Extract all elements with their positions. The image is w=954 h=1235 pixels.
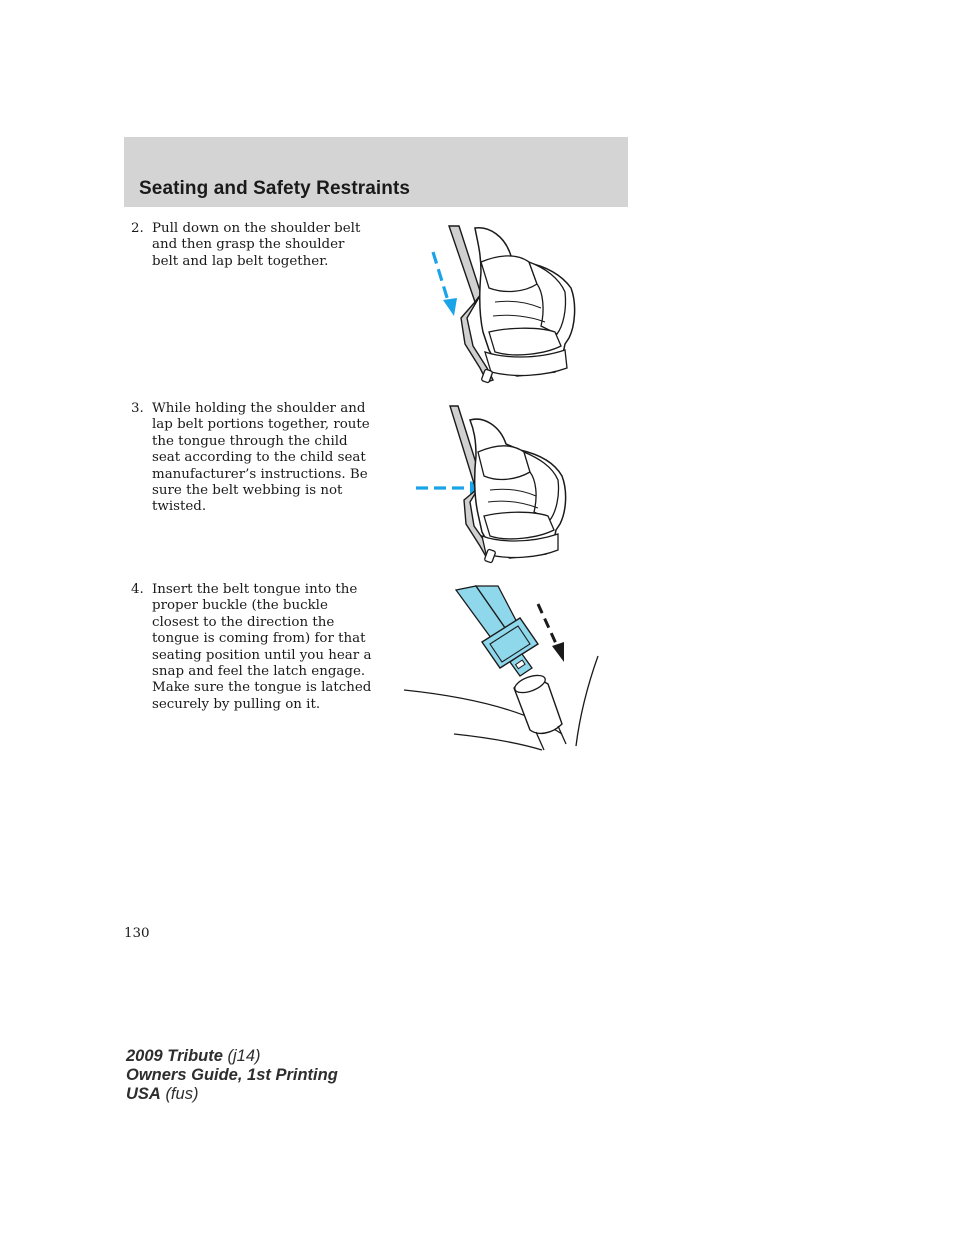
direction-arrow-head — [443, 298, 457, 316]
step-text: Pull down on the shoulder belt and then grasp the shoulder belt and lap belt together. — [152, 221, 361, 269]
footer-model-code: (j14) — [227, 1047, 261, 1065]
child-seat-route-belt-illustration — [412, 404, 572, 568]
child-seat-headrest — [478, 446, 530, 480]
direction-arrow-dash — [538, 604, 558, 648]
step-number: 2. — [131, 221, 144, 236]
direction-arrow-head — [552, 642, 564, 662]
footer-guide-edition: Owners Guide, 1st Printing — [126, 1066, 338, 1084]
child-seat-cushion — [489, 328, 561, 355]
step-number: 4. — [131, 582, 144, 597]
child-seat-pull-belt-illustration — [425, 222, 585, 390]
footer-market-code: (fus) — [165, 1085, 199, 1103]
section-title: Seating and Safety Restraints — [139, 178, 411, 199]
footer-model: 2009 Tribute — [126, 1047, 223, 1065]
step-text: Insert the belt tongue into the proper buckle (the buckle closest to the direction the tongue is coming from) for that seating position until you hear a snap and feel the latch engage. Make sure the tongue is latched securely by pulling on it. — [152, 582, 372, 712]
direction-arrow-dash — [433, 252, 449, 304]
footer-market: USA — [126, 1085, 161, 1103]
page-number: 130 — [124, 926, 150, 941]
document-footer — [126, 1047, 338, 1104]
instruction-step — [131, 582, 381, 713]
instruction-step — [131, 221, 381, 270]
step-text: While holding the shoulder and lap belt portions together, route the tongue through the child seat according to the child seat manufacturer’s instructions. Be sure the belt webbing is not twisted. — [152, 401, 370, 515]
belt-buckle-insert-illustration — [402, 584, 604, 754]
step-number: 3. — [131, 401, 144, 416]
instruction-step — [131, 401, 381, 516]
